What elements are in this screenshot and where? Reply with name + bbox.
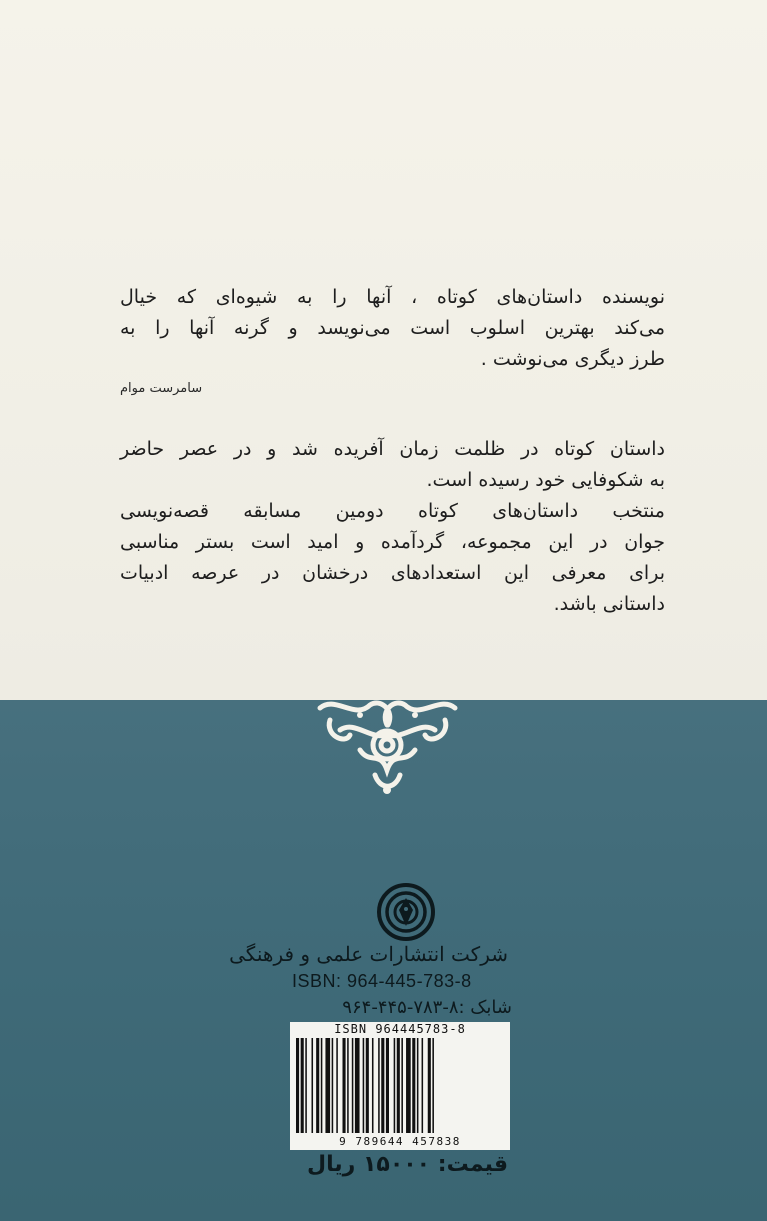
isbn-latin: ISBN: 964-445-783-8 <box>292 971 472 991</box>
barcode-bar <box>301 1038 304 1133</box>
description-block <box>120 434 665 620</box>
barcode-bar <box>412 1038 415 1133</box>
barcode-isbn-text: ISBN 964445783-8 <box>334 1022 466 1036</box>
quote-line: طرز دیگری می‌نوشت . <box>480 348 665 370</box>
barcode-bar <box>312 1038 314 1133</box>
quote-line: می‌کند بهترین اسلوب است می‌نویسد و گرنه آنها را به <box>120 317 665 339</box>
barcode <box>290 1022 510 1150</box>
barcode-bar <box>305 1038 307 1133</box>
quote-line: نویسنده داستان‌های کوتاه ، آنها را به شیوه‌ای که خیال <box>120 286 665 308</box>
description-line: برای معرفی این استعدادهای درخشان در عرصه ادبیات <box>120 562 665 584</box>
barcode-bar <box>372 1038 374 1133</box>
pen-nib-circles-logo-icon <box>376 882 436 942</box>
barcode-bar <box>366 1038 369 1133</box>
barcode-bar <box>394 1038 396 1133</box>
barcode-bar <box>397 1038 400 1133</box>
barcode-bar <box>378 1038 380 1133</box>
description-line: داستان کوتاه در ظلمت زمان آفریده شد و در عصر حاضر <box>120 438 665 460</box>
description-line: داستانی باشد. <box>553 593 665 615</box>
barcode-bar <box>332 1038 334 1133</box>
barcode-bar <box>352 1038 354 1133</box>
isbn-persian: شابک :۸-۷۸۳-۴۴۵-۹۶۴ <box>342 997 512 1018</box>
barcode-bar <box>363 1038 365 1133</box>
barcode-bar <box>417 1038 419 1133</box>
arabesque-ornament-icon <box>300 690 475 800</box>
barcode-bar <box>316 1038 319 1133</box>
barcode-bar <box>428 1038 431 1133</box>
barcode-bar <box>422 1038 424 1133</box>
barcode-bar <box>347 1038 349 1133</box>
barcode-bar <box>355 1038 360 1133</box>
barcode-bars <box>296 1038 504 1133</box>
description-line: جوان در این مجموعه، گردآمده و امید است بستر مناسبی <box>120 531 665 553</box>
barcode-bar <box>321 1038 323 1133</box>
barcode-bar <box>401 1038 403 1133</box>
barcode-bar <box>381 1038 384 1133</box>
description-line: به شکوفایی خود رسیده است. <box>426 469 665 491</box>
description-line: منتخب داستان‌های کوتاه دومین مسابقه قصه‌نویسی <box>120 500 665 522</box>
barcode-bar <box>386 1038 389 1133</box>
barcode-bar <box>296 1038 299 1133</box>
price-label: قیمت: ۱۵۰۰۰ ریال <box>307 1152 508 1177</box>
quote-block <box>120 282 665 375</box>
publisher-name: شرکت انتشارات علمی و فرهنگی <box>229 942 508 966</box>
barcode-bar <box>406 1038 411 1133</box>
barcode-bar <box>432 1038 434 1133</box>
barcode-bar <box>325 1038 330 1133</box>
barcode-bar <box>343 1038 346 1133</box>
barcode-bar <box>336 1038 338 1133</box>
barcode-digits: 9 789644 457838 <box>339 1135 461 1148</box>
quote-author: سامرست موام <box>120 381 203 396</box>
